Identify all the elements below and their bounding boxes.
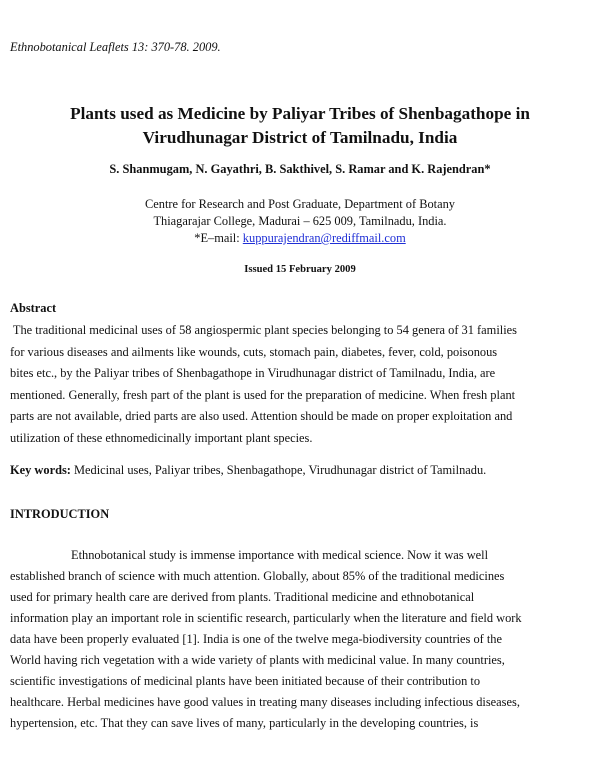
email-link[interactable]: kuppurajendran@rediffmail.com [242, 231, 406, 245]
keywords-text: Medicinal uses, Paliyar tribes, Shenbagathope, Virudhunagar district of Tamilnadu. [70, 463, 487, 477]
author-list: S. Shanmugam, N. Gayathri, B. Sakthivel, S. Ramar and K. Rajendran* [109, 162, 491, 176]
journal-citation: Ethnobotanical Leaflets 13: 370-78. 2009. [10, 40, 221, 54]
title-line: Plants used as Medicine by Paliyar Tribes of Shenbagathope in [70, 104, 530, 123]
abstract-heading: Abstract [10, 301, 57, 315]
introduction-heading: INTRODUCTION [10, 507, 110, 521]
email-prefix: *E–mail: [194, 231, 243, 245]
introduction-line: data have been properly evaluated [1]. India is one of the twelve mega-biodiversity countries of the [10, 632, 503, 646]
introduction-line: established branch of science with much attention. Globally, about 85% of the traditional medicines [10, 569, 505, 583]
abstract-line: parts are not available, dried parts are also used. Attention should be made on proper exploitation and [10, 409, 513, 423]
title-line: Virudhunagar District of Tamilnadu, India [142, 128, 458, 147]
paper-title [0, 102, 600, 150]
introduction-line: World having rich vegetation with a wide variety of plants with medicinal value. In many countries, [10, 653, 505, 667]
abstract-line: The traditional medicinal uses of 58 angiospermic plant species belonging to 54 genera of 31 families [10, 323, 517, 337]
introduction-line: used for primary health care are derived from plants. Traditional medicine and ethnobotanical [10, 590, 475, 604]
introduction-line: hypertension, etc. That they can save lives of many, particularly in the developing countries, is [10, 716, 479, 730]
introduction-line: healthcare. Herbal medicines have good values in treating many diseases including infectious diseases, [10, 695, 520, 709]
introduction-body [10, 545, 600, 734]
abstract-line: mentioned. Generally, fresh part of the plant is used for the preparation of medicine. When fresh plant [10, 387, 516, 402]
keywords [10, 463, 486, 478]
abstract-line: bites etc., by the Paliyar tribes of Shenbagathope in Virudhunagar district of Tamilnadu, India, are [10, 366, 496, 380]
abstract-line: for various diseases and ailments like wounds, cuts, stomach pain, diabetes, fever, cold, poisonous [10, 344, 498, 359]
issued-date: Issued 15 February 2009 [244, 264, 356, 275]
affiliation-line: Centre for Research and Post Graduate, Department of Botany [144, 197, 455, 211]
abstract-line: utilization of these ethnomedicinally important plant species. [10, 430, 313, 445]
keywords-label: Key words: [10, 463, 71, 477]
introduction-line: Ethnobotanical study is immense importance with medical science. Now it was well [71, 548, 489, 562]
introduction-line: information play an important role in scientific research, particularly when the literature and field work [10, 611, 522, 625]
abstract-body [10, 320, 600, 449]
introduction-line: scientific investigations of medicinal plants have been initiated because of their contribution to [10, 674, 481, 688]
affiliation [0, 196, 600, 247]
email-line [0, 230, 600, 247]
affiliation-line: Thiagarajar College, Madurai – 625 009, Tamilnadu, India. [153, 214, 447, 228]
